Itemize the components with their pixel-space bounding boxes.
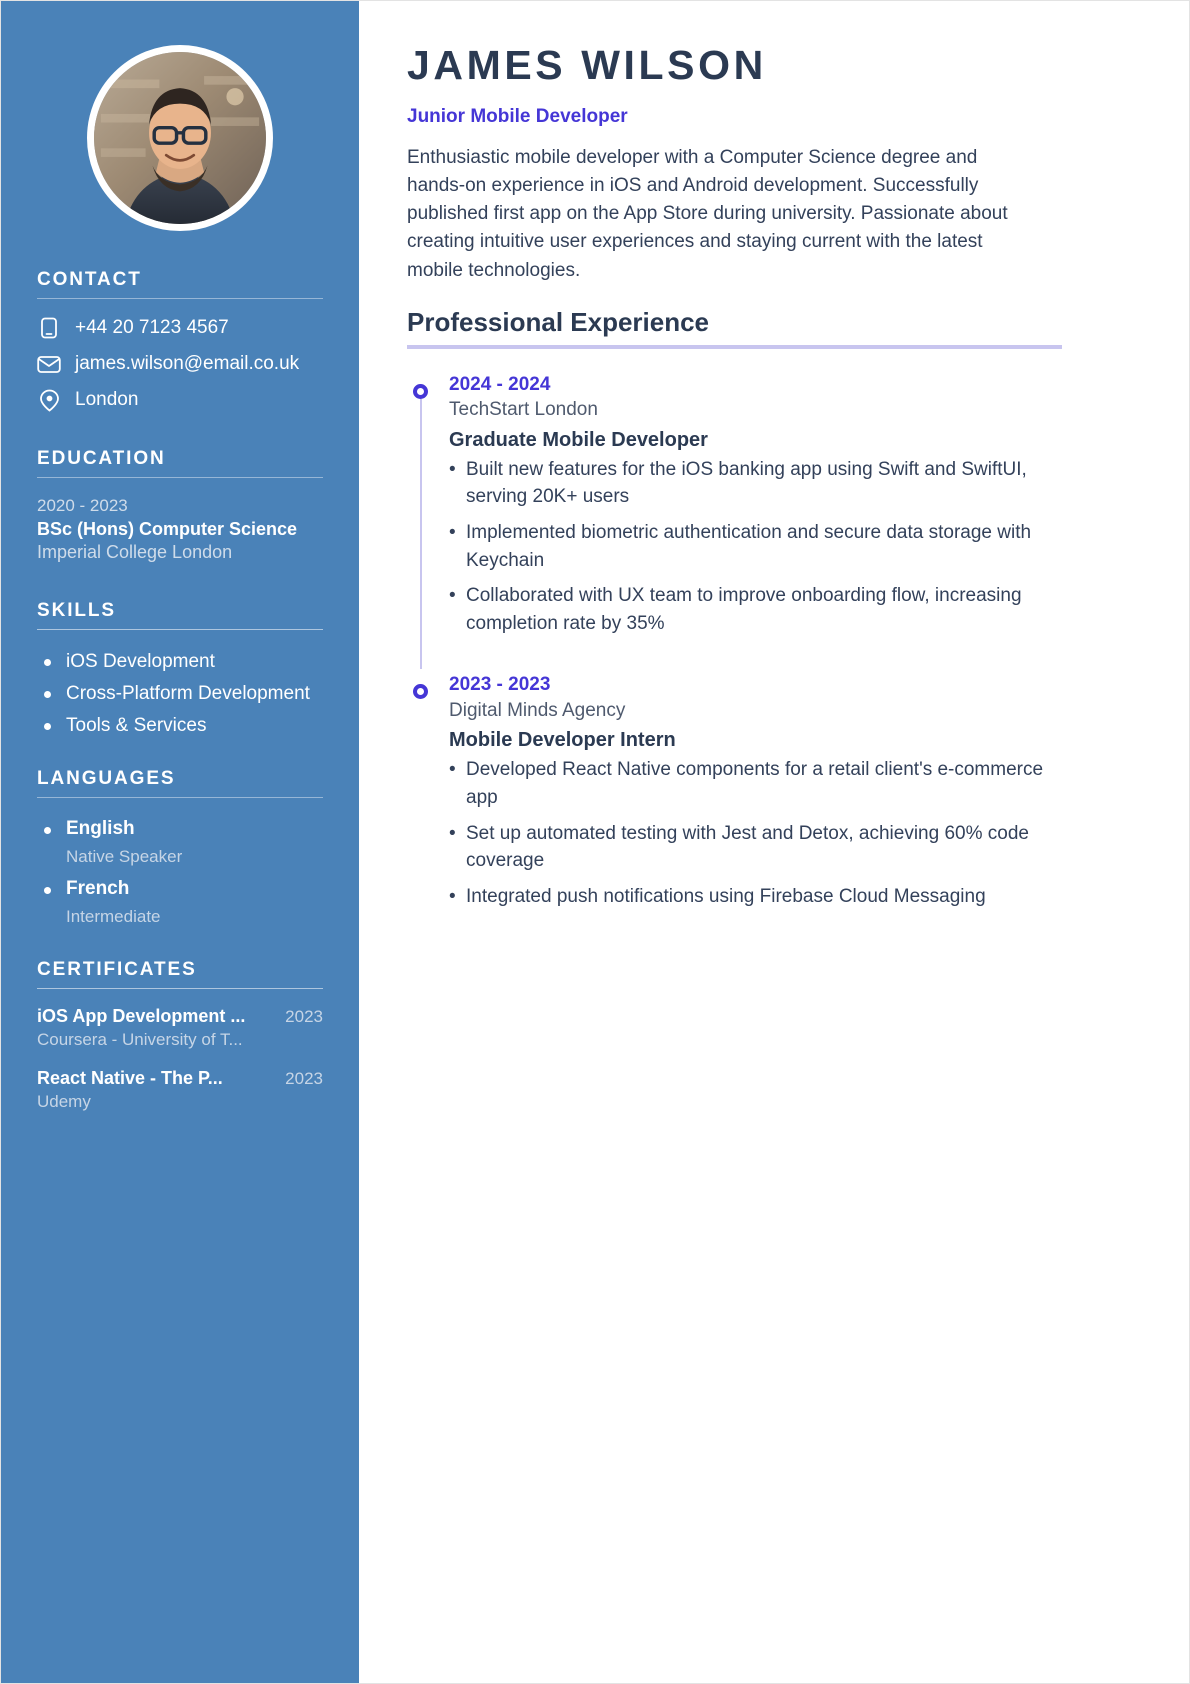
experience-bullet: • Integrated push notifications using Firebase Cloud Messaging [449, 883, 1069, 911]
contact-row-location[interactable] [37, 388, 323, 412]
contact-phone-value: +44 20 7123 4567 [75, 317, 229, 338]
contact-row-email[interactable] [37, 352, 323, 376]
language-item [37, 815, 323, 870]
education-date: 2020 - 2023 [37, 496, 128, 515]
experience-bullet: • Implemented biometric authentication and secure data storage with Keychain [449, 519, 1069, 574]
certificate-item [37, 1068, 323, 1115]
certificate-header [37, 1068, 323, 1089]
experience-bullets [449, 756, 1141, 910]
languages-divider [37, 797, 323, 798]
phone-icon [37, 316, 61, 340]
contact-divider [37, 298, 323, 299]
language-level: Native Speaker [66, 847, 183, 867]
certificates-heading: CERTIFICATES [37, 958, 197, 980]
language-name: English [37, 815, 323, 843]
certificate-year: 2023 [285, 1006, 323, 1026]
certificate-issuer: Coursera - University of T... [37, 1029, 243, 1049]
contact-section [1, 269, 359, 412]
languages-heading: LANGUAGES [37, 767, 176, 789]
page-title: JAMES WILSON [407, 42, 767, 88]
skills-section [1, 600, 359, 742]
certificates-divider [37, 988, 323, 989]
certificate-year: 2023 [285, 1069, 323, 1089]
contact-location-value: London [75, 389, 139, 410]
certificate-header [37, 1006, 323, 1027]
contact-email-value: james.wilson@email.co.uk [75, 353, 300, 374]
education-degree: BSc (Hons) Computer Science [37, 518, 298, 539]
certificate-name: React Native - The P... [37, 1068, 223, 1089]
profile-photo [87, 45, 273, 231]
location-icon [37, 388, 61, 412]
experience-section-divider [407, 345, 1062, 349]
education-divider [37, 477, 323, 478]
job-title: Junior Mobile Developer [407, 106, 628, 128]
certificate-issuer: Udemy [37, 1092, 91, 1112]
experience-item [407, 373, 1141, 674]
spacer [1, 566, 359, 600]
certificate-name: iOS App Development ... [37, 1005, 246, 1026]
experience-date: 2024 - 2024 [449, 373, 551, 395]
profile-photo-wrapper [1, 45, 359, 231]
experience-bullet: • Collaborated with UX team to improve onboarding flow, increasing completion rate by 35% [449, 582, 1069, 637]
timeline-dot-icon [413, 384, 428, 399]
certificates-section [1, 959, 359, 1115]
profile-photo-image [94, 52, 266, 224]
experience-bullet: • Developed React Native components for a retail client's e-commerce app [449, 756, 1069, 811]
skills-heading: SKILLS [37, 599, 116, 621]
education-section [1, 448, 359, 566]
email-icon [37, 352, 61, 376]
skill-item: Cross-Platform Development [37, 679, 323, 709]
skills-list [37, 647, 323, 742]
sidebar [1, 1, 359, 1683]
skill-item: Tools & Services [37, 711, 323, 741]
experience-bullet: • Built new features for the iOS banking app using Swift and SwiftUI, serving 20K+ users [449, 456, 1069, 511]
contact-heading: CONTACT [37, 269, 142, 290]
education-heading: EDUCATION [37, 448, 166, 469]
experience-timeline [407, 373, 1141, 911]
languages-list [37, 815, 323, 930]
education-school: Imperial College London [37, 542, 233, 563]
experience-date: 2023 - 2023 [449, 674, 551, 696]
main-content [359, 1, 1189, 1683]
experience-bullets [449, 456, 1141, 637]
spacer [1, 935, 359, 959]
languages-section [1, 768, 359, 930]
education-item [37, 495, 323, 566]
experience-company: TechStart London [449, 399, 598, 421]
skills-divider [37, 629, 323, 630]
experience-role: Mobile Developer Intern [449, 729, 676, 752]
language-name: French [37, 875, 323, 903]
timeline-dot-icon [413, 684, 428, 699]
experience-item [407, 673, 1141, 910]
spacer [1, 744, 359, 768]
experience-company: Digital Minds Agency [449, 699, 626, 721]
experience-bullet: • Set up automated testing with Jest and Detox, achieving 60% code coverage [449, 820, 1069, 875]
language-item [37, 875, 323, 930]
skill-item: iOS Development [37, 647, 323, 677]
certificate-item [37, 1006, 323, 1053]
timeline-line [420, 399, 422, 670]
professional-summary: Enthusiastic mobile developer with a Computer Science degree and hands-on experience in iOS and Android development. Successfully published first app on the App Store during university. Passionate about creating intuitive user experiences and staying current with the latest mobile technologies. [407, 147, 1008, 281]
experience-role: Graduate Mobile Developer [449, 428, 708, 451]
contact-row-phone[interactable] [37, 316, 323, 340]
experience-section-title: Professional Experience [407, 306, 710, 337]
spacer [1, 424, 359, 448]
language-level: Intermediate [66, 907, 161, 927]
